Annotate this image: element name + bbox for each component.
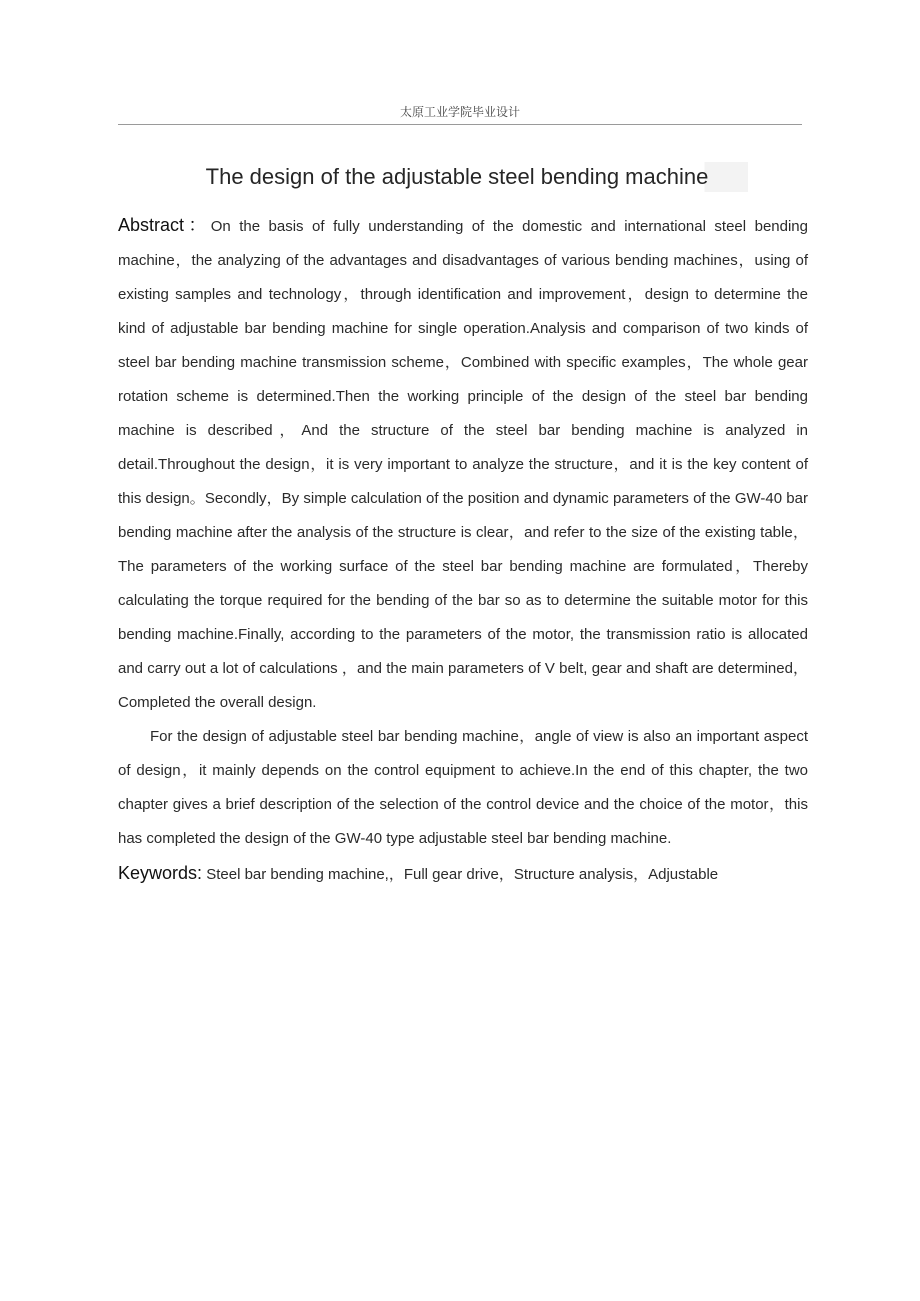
header-text: 太原工业学院毕业设计 <box>399 105 520 119</box>
abstract-paragraph-2: For the design of adjustable steel bar bending machine，angle of view is also an important aspect of design，it mainly depends on the control equipment to achieve.In the end of this chapter, the two chapter gives a brief description of the selection of the control device and the choice of the motor，this has completed the design of the GW-40 type adjustable steel bar bending machine. <box>118 728 808 847</box>
keywords-text: Steel bar bending machine,，Full gear drive，Structure analysis，Adjustable <box>206 866 719 883</box>
abstract-section <box>118 208 808 892</box>
keywords-label: Keywords: <box>118 863 203 883</box>
keywords-line <box>118 856 808 892</box>
abstract-paragraph-1 <box>118 208 808 720</box>
page-header <box>118 104 802 125</box>
abstract-label: Abstract： <box>118 215 211 235</box>
abstract-paragraph-1-text: On the basis of fully understanding of the domestic and international steel bending machine，the analyzing of the advantages and disadvantages of various bending machines，using of existing samples and technology，through identification and improvement，design to determine the kind of adjustable bar bending machine for single operation.Analysis and comparison of two kinds of steel bar bending machine transmission scheme，Combined with specific examples，The whole gear rotation scheme is determined.Then the working principle of the design of the steel bar bending machine is described，And the structure of the steel bar bending machine is analyzed in detail.Throughout the design，it is very important to analyze the structure，and it is the key content of this design。Secondly，By simple calculation of the position and dynamic parameters of the GW-40 bar bending machine after the analysis of the structure is clear，and refer to the size of the existing table，The parameters of the working surface of the steel bar bending machine are formulated，Thereby calculating the torque required for the bending of the bar so as to determine the suitable motor for this bending machine.Finally, according to the parameters of the motor, the transmission ratio is allocated and carry out a lot of calculations ，and the main parameters of V belt, gear and shaft are determined，Completed the overall design. <box>118 218 808 711</box>
document-title <box>118 162 802 192</box>
title-text: The design of the adjustable steel bending machine <box>206 162 749 192</box>
